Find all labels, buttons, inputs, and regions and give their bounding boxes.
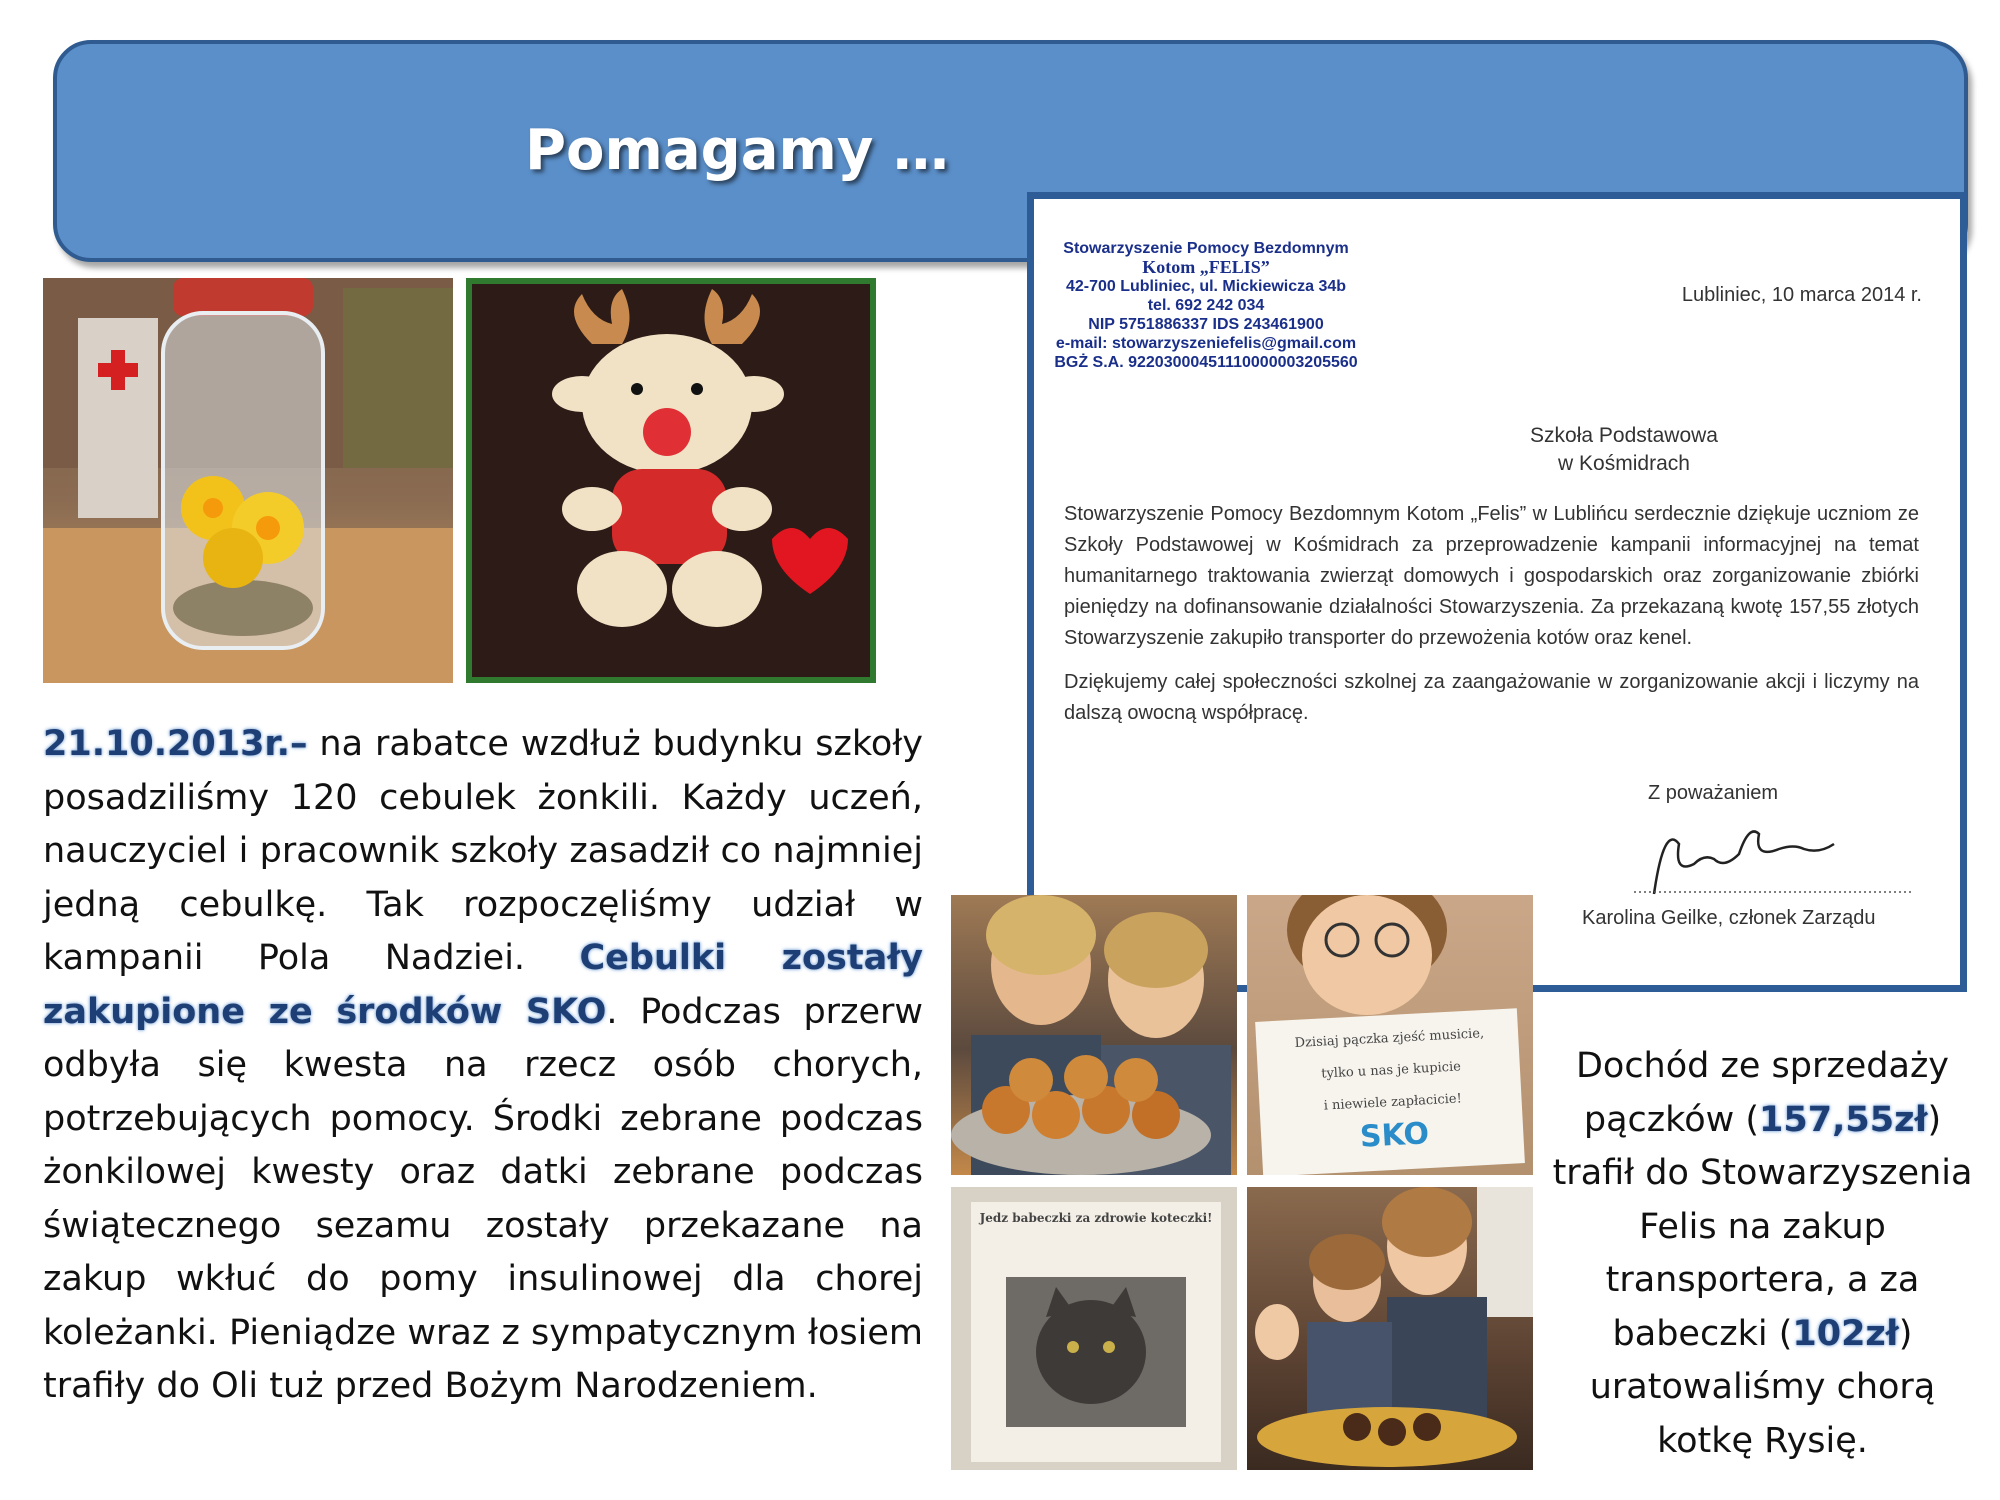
- donut-amount: 157,55zł: [1759, 1099, 1928, 1140]
- letter-paragraph-2: Dziękujemy całej społeczności szkolnej za zaangażowanie w zorganizowanie akcji i liczymy na dalszą owocną współpracę.: [1064, 671, 1919, 724]
- boy-with-sko-sign-photo: [1247, 895, 1533, 1175]
- letter-closing: Z poważaniem: [1648, 782, 1779, 804]
- letter-page: [1034, 199, 1960, 985]
- reindeer-toy-photo: [466, 278, 876, 683]
- cupcake-amount: 102zł: [1792, 1313, 1899, 1354]
- kids-with-cupcakes-photo: [1247, 1187, 1533, 1470]
- letter-body: [1064, 499, 1919, 742]
- letter-paragraph-1: Stowarzyszenie Pomocy Bezdomnym Kotom „Felis” w Lublińcu serdecznie dziękuje uczniom ze Szkoły Podstawowej w Kośmidrach za przeprowadzenie kampanii informacyjnej na temat humanitarnego traktowania zwierząt domowych i gospodarskich oraz zorganizowanie zbiórki pieniędzy na dofinansowanie działalności Stowarzyszenia. Za przekazaną kwotę 157,55 złotych Stowarzyszenie zakupiło transporter do przewożenia kotów oraz kenel.: [1064, 503, 1919, 649]
- letter-date: Lubliniec, 10 marca 2014 r.: [1681, 284, 1922, 306]
- donation-jar-illustration: [43, 278, 453, 683]
- proceeds-description: Dochód ze sprzedaży pączków (157,55zł) trafił do Stowarzyszenia Felis na zakup transportera, a za babeczki (102zł) uratowaliśmy chorą kotkę Rysię.: [1552, 1046, 1973, 1461]
- event-date: 21.10.2013r.–: [43, 724, 308, 764]
- page-title: Pomagamy …: [525, 118, 949, 183]
- handwritten-signature: [1624, 814, 1924, 904]
- cat-poster-title: Jedz babeczki za zdrowie koteczki!: [979, 1211, 1213, 1225]
- reindeer-toy-illustration: [472, 284, 870, 677]
- main-description: 21.10.2013r.– na rabatce wzdłuż budynku szkoły posadziliśmy 120 cebulek żonkili. Każdy uczeń, nauczyciel i pracownik szkoły zasadził co najmniej jedną cebulkę. Tak rozpoczęliśmy udział w kampanii Pola Nadziei. Cebulki zostały zakupione ze środków SKO. Podczas przerw odbyła się kwesta na rzecz osób chorych, potrzebujących pomocy. Środki zebrane podczas żonkilowej kwesty oraz datki zebrane podczas świątecznego sezamu zostały przekazane na zakup wkłuć do pomy insulinowej dla chorej koleżanki. Pieniądze wraz z sympatycznym łosiem trafiły do Oli tuż przed Bożym Narodzeniem.: [43, 724, 923, 1406]
- letter-signer: Karolina Geilke, członek Zarządu: [1582, 907, 1876, 929]
- sko-logo: SKO: [1359, 1116, 1430, 1155]
- sko-highlight: Cebulki zostały zakupione ze środków SKO: [43, 938, 923, 1032]
- thank-you-letter: [1027, 192, 1967, 992]
- girls-donuts-illustration: [951, 895, 1237, 1175]
- boy-sign-text: Dzisiaj pączka zjeść musicie, tylko u nas je kupicie i niewiele zapłacicie! SKO: [1269, 1017, 1515, 1159]
- letter-header: Stowarzyszenie Pomocy Bezdomnym Kotom „FELIS” 42-700 Lubliniec, ul. Mickiewicza 34b tel. 692 242 034 NIP 5751886337 IDS 243461900 e-mail: stowarzyszeniefelis@gmail.com BGŻ S.A. 92203000451110000003205560: [1054, 240, 1358, 371]
- letter-addressee: Szkoła Podstawowa w Kośmidrach: [1530, 424, 1718, 475]
- cat-poster-illustration: [951, 1187, 1237, 1470]
- kids-cupcakes-illustration: [1247, 1187, 1533, 1470]
- girls-with-donuts-photo: [951, 895, 1237, 1175]
- donation-jar-photo: [43, 278, 453, 683]
- cat-poster-photo: [951, 1187, 1237, 1470]
